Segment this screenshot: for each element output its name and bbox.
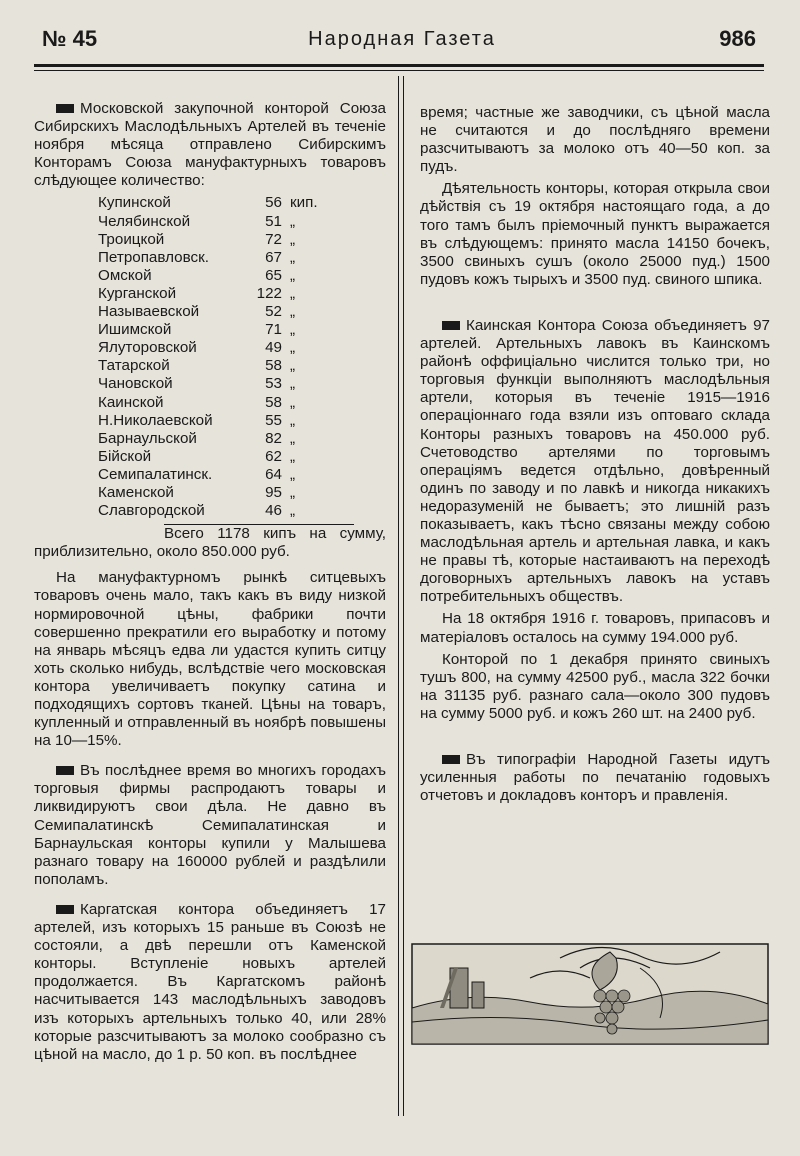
office-name: Ялуторовской [98, 339, 197, 357]
unit-label: „ [290, 230, 296, 248]
unit-label: „ [290, 393, 296, 411]
bale-count: 71 [265, 321, 282, 339]
bale-count: 58 [265, 393, 282, 411]
office-name: Курганской [98, 284, 177, 302]
bale-count: 46 [265, 502, 282, 520]
bale-count: 58 [265, 357, 282, 375]
page-header [40, 24, 764, 58]
article-printing-house: Въ типографіи Народной Газеты идутъ усиленныя работы по печатанію годовыхъ отчетовъ и докладовъ конторъ и правленія. [420, 751, 770, 805]
shipment-row [98, 394, 340, 412]
bale-count: 65 [265, 266, 282, 284]
bale-count: 52 [265, 303, 282, 321]
shipment-row [98, 502, 340, 520]
paragraph-marker-icon [56, 766, 74, 775]
shipment-row [98, 412, 340, 430]
unit-label: „ [290, 429, 296, 447]
unit-label: „ [290, 411, 296, 429]
shipment-row [98, 267, 340, 285]
paragraph-marker-icon [442, 755, 460, 764]
unit-label: „ [290, 483, 296, 501]
article-kainsk-office: Каинская Контора Союза объединяетъ 97 артелей. Артельныхъ лавокъ въ Каинскомъ районѣ оффиціально числится только три, но торговыя функціи выполняютъ маслодѣльныя артели, которыя въ теченіе 1915—1916 операціоннаго года взяли изъ оптоваго склада Конторы разныхъ товаровъ на 450.000 руб. Счетоводство артелями по торговымъ операціямъ ведется отдѣльно, довѣренный одинъ по заводу и по лавкѣ и никогда никакихъ недоразуменій не бываетъ; это лишній разъ показываетъ, какъ тѣсно связаны между собою маслодѣльная артель и артельная лавка, и какъ не правы тѣ, которые настаиваютъ на переходѣ договорныхъ артельныхъ лавокъ на уставъ потребительныхъ обществъ. [420, 316, 770, 606]
shipment-row [98, 466, 340, 484]
shipment-total: Всего 1178 кипъ на сумму, приблизительно, около 850.000 руб. [34, 525, 386, 561]
article-office-activity: Дѣятельность конторы, которая открыла свои дѣйствія съ 19 октября настоящаго года, а до того тамъ былъ пріемочный пунктъ выражается въ слѣдующемъ: принято масла 14150 бочекъ, 3500 свиныхъ сушъ (около 25000 пуд.) 1500 пудовъ кожъ тырыхъ и 3500 пуд. свиного шпика. [420, 180, 770, 288]
paragraph-marker-icon [56, 905, 74, 914]
office-name: Бійской [98, 447, 152, 465]
bale-count: 53 [265, 375, 282, 393]
column-divider [398, 76, 399, 1116]
bale-count: 55 [265, 411, 282, 429]
shipment-row [98, 303, 340, 321]
shipment-row [98, 249, 340, 267]
unit-label: „ [290, 447, 296, 465]
office-name: Ишимской [98, 321, 172, 339]
bale-count: 67 [265, 248, 282, 266]
bale-count: 56 [265, 194, 282, 212]
shipment-row [98, 194, 340, 212]
shipment-row [98, 321, 340, 339]
unit-label: „ [290, 212, 296, 230]
office-name: Славгородской [98, 502, 205, 520]
unit-label: кип. [290, 194, 318, 212]
unit-label: „ [290, 465, 296, 483]
article-moscow-office: Московской закупочной конторой Союза Сибирскихъ Маслодѣльныхъ Артелей въ теченіе ноября мѣсяца отправлено Сибирскимъ Конторамъ Союза мануфактурныхъ товаровъ слѣдующее количество: [34, 100, 386, 190]
unit-label: „ [290, 357, 296, 375]
office-name: Троицкой [98, 230, 165, 248]
office-name: Каменской [98, 483, 174, 501]
left-column [34, 100, 386, 1076]
office-name: Барнаульской [98, 429, 197, 447]
header-rule-thick [34, 64, 764, 67]
bale-count: 62 [265, 447, 282, 465]
shipment-row [98, 339, 340, 357]
shipment-row [98, 213, 340, 231]
issue-number: № 45 [42, 26, 98, 51]
unit-label: „ [290, 284, 296, 302]
office-name: Семипалатинск. [98, 465, 213, 483]
unit-label: „ [290, 266, 296, 284]
paragraph-marker-icon [442, 321, 460, 330]
shipment-row [98, 375, 340, 393]
article-office-purchases: Конторой по 1 декабря принято свиныхъ тушъ 800, на сумму 42500 руб., масла 322 бочки на 31135 руб. разнаго сала—около 300 пудовъ на сумму 5000 руб. и кожъ 260 шт. на 2400 руб. [420, 650, 770, 722]
column-divider-second [403, 76, 404, 1116]
office-name: Н.Николаевской [98, 411, 213, 429]
unit-label: „ [290, 339, 296, 357]
shipment-row [98, 231, 340, 249]
office-name: Каинской [98, 393, 164, 411]
newspaper-title: Народная Газета [308, 28, 496, 50]
unit-label: „ [290, 375, 296, 393]
office-name: Чановской [98, 375, 173, 393]
shipment-table [98, 194, 340, 520]
bale-count: 64 [265, 465, 282, 483]
bale-count: 51 [265, 212, 282, 230]
bale-count: 82 [265, 429, 282, 447]
page-number: 986 [719, 26, 756, 51]
shipment-row [98, 484, 340, 502]
landscape-vignette-illustration [410, 938, 770, 1050]
bale-count: 122 [256, 284, 282, 302]
shipment-row [98, 430, 340, 448]
unit-label: „ [290, 303, 296, 321]
paragraph-marker-icon [56, 104, 74, 113]
office-name: Петропавловск. [98, 248, 209, 266]
office-name: Называевской [98, 303, 200, 321]
right-column [420, 104, 770, 817]
unit-label: „ [290, 248, 296, 266]
shipment-row [98, 285, 340, 303]
office-name: Татарской [98, 357, 170, 375]
bale-count: 72 [265, 230, 282, 248]
article-kargat-office: Каргатская контора объединяетъ 17 артелей, изъ которыхъ 15 раньше въ Союзѣ не состояли, а двѣ перешли отъ Каменской конторы. Вступленіе новыхъ артелей продолжается. Въ Каргатскомъ районѣ насчитывается 143 маслодѣльныхъ заводовъ изъ которыхъ артельныхъ только 40, или 28% которые разсчитываютъ за молоко сообразно съ цѣной на масло, до 1 р. 50 коп. въ послѣднее [34, 900, 386, 1063]
article-stock-balance: На 18 октября 1916 г. товаровъ, припасовъ и матеріаловъ осталось на сумму 194.000 руб. [420, 610, 770, 646]
office-name: Челябинской [98, 212, 191, 230]
shipment-row [98, 448, 340, 466]
article-kargat-continued: время; частные же заводчики, съ цѣной масла не считаются и до послѣдняго времени разсчитываютъ за молоко отъ 40—50 коп. за пудъ. [420, 104, 770, 176]
unit-label: „ [290, 321, 296, 339]
bale-count: 49 [265, 339, 282, 357]
header-rule-thin [34, 70, 764, 71]
office-name: Омской [98, 266, 152, 284]
unit-label: „ [290, 502, 296, 520]
bale-count: 95 [265, 483, 282, 501]
article-liquidation: Въ послѣднее время во многихъ городахъ торговыя фирмы распродаютъ товары и ликвидируютъ свои дѣла. Не давно въ Семипалатинскѣ Семипалатинская и Барнаульская конторы купили у Малышева разнаго товару на 160000 рублей и раздѣлили пополамъ. [34, 762, 386, 888]
office-name: Купинской [98, 194, 171, 212]
article-textile-market: На мануфактурномъ рынкѣ ситцевыхъ товаровъ очень мало, такъ какъ въ виду низкой нормировочной цѣны, фабрики почти совершенно прекратили его выработку и потому на январь мѣсяцъ едва ли удастся купить ситцу хоть сколько нибудь, вслѣдствіе чего московская контора увеличиваетъ покупку сатина и подходящихъ сортовъ тканей. Цѣны на товаръ, купленный и отправленный въ ноябрѣ повышены на 10—15%. [34, 569, 386, 750]
shipment-row [98, 357, 340, 375]
